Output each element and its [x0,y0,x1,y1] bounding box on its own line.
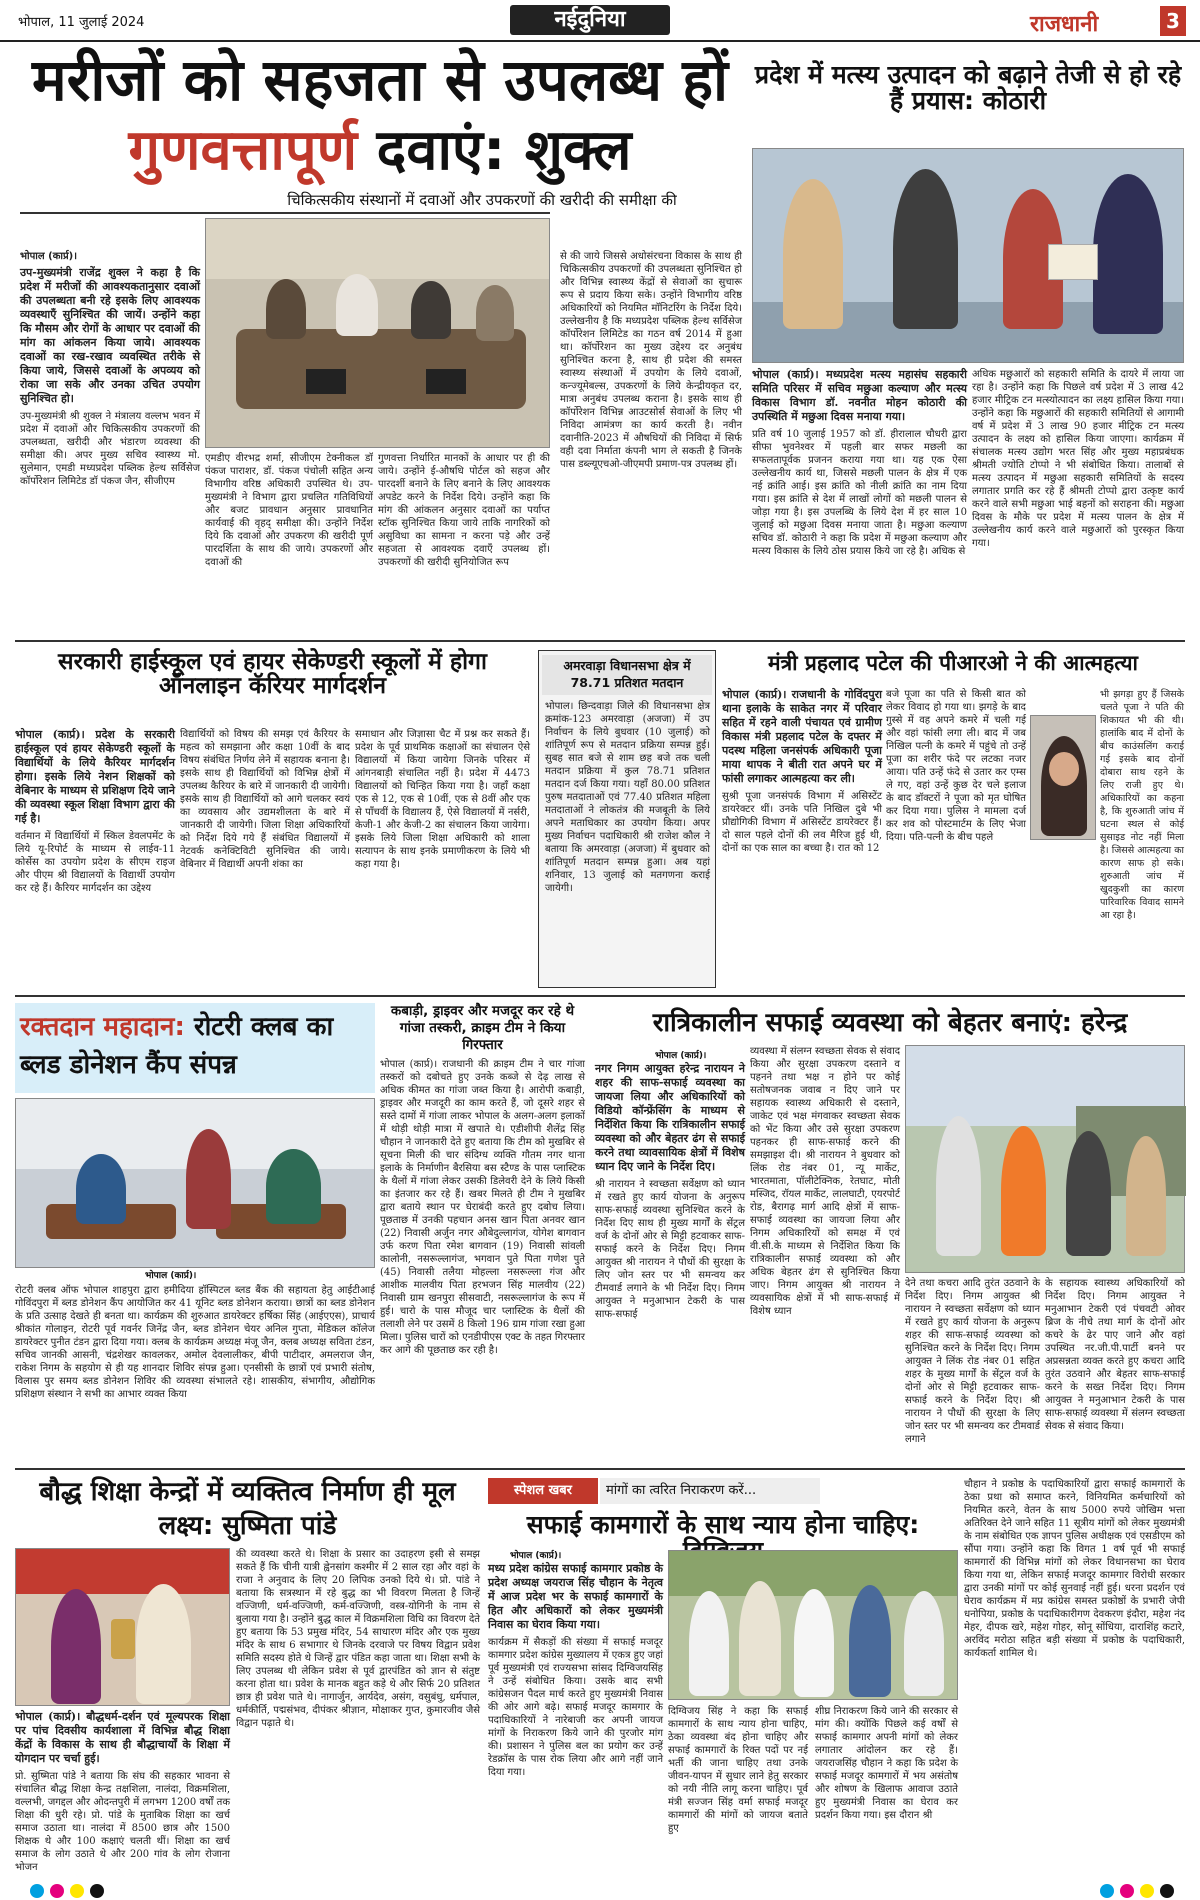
story9-col1 [15,1710,230,1880]
yellow-mark [70,1884,84,1898]
story2-caption: भोपाल (कार्प्र)। मध्यप्रदेश मत्स्य महासंघ सहकारी समिति परिसर में सचिव मछुआ कल्याण और मत्स्य विकास विभाग डॉ. नवनीत मोहन कोठारी की उपस्थिति में मछुआ दिवस मनाया गया। [752,368,967,423]
story1-col1 [20,250,200,620]
story3-headline: सरकारी हाईस्कूल एवं हायर सेकेण्डरी स्कूलों में होगा ऑनलाइन कॅरियर मार्गदर्शन [58,649,487,700]
story8-headline: रात्रिकालीन सफाई व्यवस्था को बेहतर बनाएं: हरेन्द्र [652,1008,1128,1038]
story1-col3: गुणवत्ता निर्धारित मानकों के आधार पर ही की जाये। उन्होंने ई-औषधि पोर्टल को सहज और पारदर्शी बनाने के लिए बनाने के लिए आवश्यक अपडेट करने के निर्देश दिये। उन्होंने कहा कि मांग की आंकलन अनुसार दवाओं का पर्याप्त स्टॉक सुनिश्चित किया जाये ताकि नागरिकों को असुविधा का सामना न करना पड़े और उन्हें सहजता से आवश्यक दवाएँ उपलब्ध हों। उपकरणों की खरीदी सुनियोजित रूप [378,453,550,568]
cyan-mark [1100,1884,1114,1898]
story10-headline: सफाई कामगारों के साथ न्याय होना चाहिए: [526,1510,920,1539]
section-name: राजधानी [1030,12,1099,37]
magenta-mark [50,1884,64,1898]
story8-col3: देने तथा कचरा आदि तुरंत उठवाने के निर्देश दिए। निगम आयुक्त श्री नारायन ने स्वच्छता सर्वेक्षण को ध्यान में रखते हुए कार्य योजना के अनुरूप शहर की साफ-सफाई व्यवस्था को सुनिश्चित करने के निर्देश दिए। निगम आयुक्त ने लिंक रोड नंबर 01 सहित शहर के मुख्य मार्गों के सेंट्रल वर्ज के दोनों ओर से मिट्टी हटवाकर साफ-सफाई करने के निर्देश दिए। श्री नारायन ने पौधों की सुरक्षा के लिए जोन स्तर पर भी समन्वय कर टीमवार्ड लगाने [905,1278,1040,1445]
story5-col1 [722,688,882,988]
story10-col2: दिग्विजय सिंह ने कहा कि सफाई कामगारों के साथ न्याय होना चाहिए, ठेका व्यवस्था बंद होना चाहिए और सफाई कामगारों के रिक्त पदों पर नई भर्ती की जाना चाहिए तथा उनके जीवन-यापन में सुधार लाने हेतु सरकार को नयी नीति लागू करना चाहिए। पूर्व मंत्री सज्जन सिंह वर्मा सफाई मजदूर कामगारों की मांगों को जायज बताते हुए [668,1706,808,1834]
story5-col3: भी झगड़ा हुए हैं जिसके चलते पूजा ने पति की शिकायत भी की थी। हालांकि बाद में दोनों के बीच काउंसलिंग कराई गई इसके बाद दोनों दोबारा साथ रहने के लिए राजी हुए थे। अधिकारियों का कहना है, कि शुरुआती जांच में घटना स्थल से कोई सुसाइड नोट नहीं मिला है। जिससे आत्महत्या का कारण साफ हो सके। शुरुआती जांच में खुदकुशी का कारण पारिवारिक विवाद सामने आ रहा है। [1100,689,1184,921]
story9-headline: बौद्ध शिक्षा केन्द्रों में व्यक्तित्व निर्माण ही मूल लक्ष्य: सुष्मिता पांडे [39,1477,456,1541]
story8-col2: व्यवस्था में संलग्न स्वच्छता सेवक से संवाद किया और सुरक्षा उपकरण दस्ताने व पहनने तथा भक्ष न होने पर कोई सतोषजनक जवाब न दिए जाने पर सहायक स्वास्थ्य अधिकारी से दस्ताने, जाकेट एवं भक्ष मंगवाकर स्वच्छता सेवक को भेंट किया और उसे सुरक्षा उपकरण पहनकर ही साफ-सफाई करने की समझाइश दी। श्री नारायन ने बुधवार को लिंक रोड नंबर 01, न्यू मार्केट, भारतमाता, पॉलीटेक्निक, रेतघाट, मोती मस्जिद, रॉयल मार्केट, लालघाटी, एयरपोर्ट रोड, बैरागढ़ मार्ग आदि क्षेत्रों में साफ-सफाई व्यवस्था का जायजा लिया और निगम अधिकारियों को समक्ष में एवं वी.सी.के माध्यम से निर्देशित किया कि रात्रिकालीन सफाई व्यवस्था को और अधिक बेहतर ढंग से सुनिश्चित किया जाए। निगम आयुक्त श्री नारायन ने व्यवसायिक क्षेत्रों में भी साफ-सफाई में विशेष ध्यान [750,1046,900,1317]
story1-headline-rest: दवाएं: शुक्ल [376,118,632,183]
story6-headline-red: रक्तदान महादान: [20,1012,185,1042]
story7-body: भोपाल (कार्प्र)। राजधानी की क्राइम टीम ने चार गांजा तस्करों को दबोचते हुए उनके कब्जे से देढ़ लाख से अधिक कीमत का गांजा जब्त किया है। आरोपी कबाड़ी, ड्राइवर और मजदूरी का काम करते हैं, जो दूसरे शहर से सस्ते दामों में गांजा लाकर भोपाल के अलग-अलग इलाकों में थोड़ी थोड़ी मात्रा में खपाते थे। एडीशीपी शैलेंद्र सिंह चौहान ने जानकारी देते हुए बताया कि टीम को मुखबिर से सूचना मिली की चार संदिग्ध व्यक्ति गौतम नगर थाना इलाके के निर्माणीन बैरसिया बस स्टैण्ड के पास प्लास्टिक के थैलों में गांजा लेकर उसकी डिलेवरी देने के लिये किसी का इंतजार कर रहे हैं। खबर मिलते ही टीम ने मुखबिर द्वारा बताये स्थान पर घेराबंदी करते हुए दबोच लिया। पूछताछ में उनकी पहचान अनस खान पिता अनवर खान (22) निवासी अर्जुन नगर औबेदुल्लागंज, योगेश बागवान उर्फ करण पिता रमेश बागवान (19) निवासी सांवली कालोनी, नसरूल्लागंज, भगवान पुते पिता गणेश पुते (45) निवासी तलैया मोहल्ला नसरूल्ला गंज और आशीक मालवीय पिता हरभजन सिंह मालवीय (22) निवासी ग्राम खनपुरा सीसवाटी, नसरूल्लागंज के रूप में हुई। चारो के पास मौजूद चार प्लास्टिक के थैलों की तलाशी लेने पर उसमें 8 किलो 196 ग्राम गांजा रखा हुआ मिला। पुलिस चारों को एनडीपीएस एक्ट के तहत गिरफ्तार कर आगे की पूछताछ कर रही है। [380,1059,585,1356]
story1-rule [20,212,550,214]
story5-headline: मंत्री प्रहलाद पटेल की पीआरओ ने की आत्महत्या [768,651,1138,675]
story1-col2: एमडीए वीरभद्र शर्मा, सीजीएम टेक्नीकल डॉ पंकज पाराशर, डॉ. पंकज पंचोली सहित अन्य विभागीय वरिष्ठ अधिकारी उपस्थित थे। उप-मुख्यमंत्री ने विभाग द्वारा प्रचलित गतिविधियों और बजट प्रावधान अनुसार प्रावधानित कार्यवाई की वृहद् समीक्षा की। उन्होंने निर्देश दिये कि दवाओं और उपकरण की खरीदी पूर्ण पारदर्शिता के साथ की जाये। उपकरणों और दवाओं की [205,453,373,568]
story5-portrait-photo [1030,715,1096,840]
story3-col2: विद्यार्थियों को विषय की समझ एवं कैरियर के महत्व को समझाना और कक्षा 10वीं के बाद विषय संबंधित निर्णय लेने में सहायक बनाना है। इसके साथ ही विद्यार्थियों को विभिन्न क्षेत्रों में उपलब्ध कैरियर के बारे में जानकारी दी जायेगी। इसके साथ ही विद्यार्थियों को आगे चलकर स्वयं का व्यवसाय और उद्यमशीलता के बारे में जानकारी दी जायेगी। जिला शिक्षा अधिकारियों को निर्देश दिये गये हैं संबंधित विद्यालयों में नेटवर्क कनेक्टिविटी सुनिश्चित की जाये। वेबिनार में विद्यार्थी अपनी शंका का [180,729,350,870]
dateline: भोपाल, 11 जुलाई 2024 [18,15,145,30]
story8-inspection-photo [905,1045,1185,1273]
magenta-mark [1120,1884,1134,1898]
story1-meeting-photo [205,218,550,448]
print-color-marks-left [30,1884,104,1898]
story10-lead: मध्य प्रदेश कांग्रेस सफाई कामगार प्रकोष्ठ के प्रदेश अध्यक्ष जयराज सिंह चौहान के नेतृत्व में आज प्रदेश भर के सफाई कामगारों के हित और अधिकारों को लेकर मुख्यमंत्री निवास का घेराव किया गया। [488,1562,663,1631]
story9-lead: भोपाल (कार्प्र)। बौद्धधर्म-दर्शन एवं मूल्यपरक शिक्षा पर पांच दिवसीय कार्यशाला में विभिन्न बौद्ध शिक्षा केंद्रों के विकास के साथ ही बौद्धाचार्यों के शिक्षा में योगदान पर चर्चा हुई। [15,1710,230,1765]
story6-headline [20,1008,370,1084]
story6-blood-donation-photo [15,1098,375,1268]
story1-para1: उप-मुख्यमंत्री श्री शुक्ल ने मंत्रालय वल्लभ भवन में प्रदेश में दवाओं और चिकित्सकीय उपकरणों की उपलब्धता, खरीदी और भंडारण व्यवस्था की समीक्षा की। अपर मुख्य सचिव स्वास्थ्य मो. सुलेमान, एमडी मध्यप्रदेश पब्लिक हेल्थ सर्विसेज कॉर्पोरेशन लिमिटेड डॉ पंकज जैन, सीजीएम [20,411,200,487]
story3-col3: समाधान और जिज्ञासा चैट में प्रश्न कर सकते हैं। प्रदेश के पूर्व प्राथमिक कक्षाओं का संचालन ऐसे विद्यालयों में किया जायेगा जिनके परिसर में आंगनबाड़ी संचालित नहीं है। प्रदेश में 4473 विद्यालयों को चिन्हित किया गया है। जहाँ कक्षा एक से 12, एक से 10वीं, एक से 8वीं और एक से पाँचवीं के विद्यालय हैं, ऐसे विद्यालयों में नर्सरी, केजी-1 और केजी-2 का संचालन किया जायेगा। इसके लिये जिला शिक्षा अधिकारी को शाला सत्यापन के साथ इनके प्रमाणीकरण के लिये भी कहा गया है। [355,729,530,870]
story1-col4: से की जाये जिससे अधोसंरचना विकास के साथ ही चिकित्सकीय उपकरणों की उपलब्धता सुनिश्चित हो और विभिन्न स्वास्थ्य केंद्रों से सेवाओं का सुचारू रूप से प्रदाय किया सके। उन्होंने विभागीय वरिष्ठ अधिकारियों को नियमित मॉनिटरिंग के निर्देश दिये। उल्लेखनीय है कि मध्यप्रदेश पब्लिक हेल्थ सर्विसेज कॉर्पोरेशन लिमिटेड का गठन वर्ष 2014 में हुआ था। कॉर्पोरेशन का मुख्य उद्देश्य दर अनुबंध सुनिश्चित करना है, साथ ही प्रदेश की समस्त स्वास्थ्य संस्थाओं में उपयोग के लिये दवाओं, कन्ज्यूमेबल्स, उपकरणों के लिये केन्द्रीयकृत दर, मात्रा अनुबंध उपलब्ध कराना है। इसके साथ ही कॉर्पोरेशन विभिन्न आउटसोर्स सेवाओं के लिए भी निविदा आमंत्रण का कार्य करती है। नवीन दवानीति-2023 में औषधियों की निविदा में सिर्फ वही दवा निर्माता कंपनी भाग ले सकती है जिनके पास डब्ल्यूएचओ-जीएमपी प्रमाण-पत्र उपलब्ध हों। [560,251,742,470]
print-color-marks-right [1100,1884,1174,1898]
story8-lead: नगर निगम आयुक्त हरेन्द्र नारायन ने शहर की साफ-सफाई व्यवस्था का जायजा लिया और अधिकारियों को विडियो कॉन्फ्रेंसिंग के माध्यम से निर्देशित किया कि रात्रिकालीन सफाई व्यवस्था को और बेहतर ढंग से सफाई करने तथा व्यावसायिक क्षेत्रों में विशेष ध्यान दिए जाने के निर्देश दिए। [595,1062,745,1173]
story5-para1: सुश्री पूजा जनसंपर्क विभाग में असिस्टेंट डायरेक्टर थीं। उनके पति निखिल दुबे भी प्रौद्योगिकी विभाग में असिस्टेंट डायरेक्टर हैं। दो साल पहले दोनों की लव मैरिज हुई थी, दोनों का एक साल का बच्चा है। रात को 12 [722,791,882,854]
story2-col1 [752,368,967,628]
story5-lead: भोपाल (कार्प्र)। राजधानी के गोविंदपुरा थाना इलाके के साकेत नगर में परिवार सहित में रहने वाली पंचायत एवं ग्रामीण विकास मंत्री प्रहलाद पटेल के दफ्तर में पदस्थ महिला जनसंपर्क अधिकारी पूजा माया थापक ने बीती रात अपने घर में फांसी लगाकर आत्महत्या कर ली। [722,688,882,785]
story8-para1: श्री नारायन ने स्वच्छता सर्वेक्षण को ध्यान में रखते हुए कार्य योजना के अनुरूप साफ-सफाई व्यवस्था सुनिश्चित करने के निर्देश दिए साथ ही मुख्य मार्गों के सेंट्रल वर्ज के दोनों ओर से मिट्टी हटवाकर साफ-सफाई करने के निर्देश दिए। निगम आयुक्त श्री नारायन ने पौधों की सुरक्षा के लिए जोन स्तर पर भी समन्वय कर टीमवार्ड लगाने के भी निर्देश दिए। निगम आयुक्त ने मनुआभान टेकरी के पास साफ-सफाई [595,1179,745,1320]
story2-col2: अधिक मछुआरों को सहकारी समिति के दायरे में लाया जा रहा है। उन्होंने कहा कि पिछले वर्ष प्रदेश में 3 लाख 42 हजार मीट्रिक टन मत्स्योत्पादन का लक्ष्य हासिल किया गया। उन्होंने कहा कि मछुआरों की सहकारी समितियों से आगामी वर्ष में प्रदेश में 3 लाख 90 हजार मीट्रिक टन मत्स्य उत्पादन के लक्ष्य को हासिल किया जाएगा। कार्यक्रम में संचालक मत्स्य उद्योग भरत सिंह और मुख्य महाप्रबंधक श्रीमती ज्योति टोप्पो ने भी संबोधित किया। तालाबों से मत्स्य उत्पादन में मछुआ सहकारी समितियों के सदस्य लगातार प्रगति कर रहे हैं श्रीमती टोप्पो द्वारा उत्कृष्ट कार्य करने वाले सभी मछुआ भाई बहनों को सराहना की। मछुआ दिवस के मौके पर प्रदेश में मत्स्य पालन के क्षेत्र में उल्लेखनीय कार्य करने वाले मछुआरों को पुरस्कृत किया गया। [972,369,1184,549]
story3-col1 [15,728,175,988]
special-news-label: स्पेशल खबर [488,1478,598,1504]
story8-col4: के सहायक स्वास्थ्य अधिकारियों को निर्देश दिए। निगम आयुक्त ने मनुआभान टेकरी एवं पंचवटी ओवर ब्रिज के नीचे तथा मार्ग के दोनों ओर कचरे के ढेर पाए जाने और वहां उपस्थित नर.जी.पी.पार्टी बनने पर अप्रसन्नता व्यक्त करते हुए कचरा आदि तुरंत उठवाने और बेहतर साफ-सफाई करने के सख्त निर्देश दिए। निगम आयुक्त ने मनुआभान टेकरी के पास साफ-सफाई व्यवस्था में संलग्न स्वच्छता सेवक से संवाद किया। [1045,1278,1185,1432]
story9-para1: प्रो. सुष्मिता पांडे ने बताया कि संघ की सहकार भावना से संचालित बौद्ध शिक्षा केन्द्र तक्षशिला, नालंदा, विक्रमशिला, वल्लभी, जगद्दल और ओदन्तपुरी में लगभग 1200 वर्षों तक शिक्षा की धुरी रहे। प्रो. पांडे के मुताबिक शिक्षा का खर्च समाज उठाता था। नालंदा में 8500 छात्र और 1500 शिक्षक थे और 100 कक्षाएं चलती थीं। शिक्षा का खर्च समाज के लोग उठाते थे और 200 गांव के लोग रोजाना भोजन [15,1771,230,1873]
black-mark [1160,1884,1174,1898]
masthead-logo: नईदुनिया [510,5,670,35]
story6-headline-rest: रोटरी क्लब का ब्लड डोनेशन कैंप संपन्न [20,1012,334,1080]
story10-col4: चौहान ने प्रकोष्ठ के पदाधिकारियों द्वारा सफाई कामगारों के ठेका प्रथा को समाप्त करने, विनियमित कर्मचारियों को नियमित करने, वेतन के साथ 5000 रुपये जोखिम भत्ता अतिरिक्त देने जाने सहित 11 सूत्रीय मांगों को लेकर मुख्यमंत्री के नाम संबोधित एक ज्ञापन पुलिस अधीक्षक एवं एसडीएम को सौंपा गया। उन्होंने कहा कि विगत 1 वर्ष पूर्व भी सफाई कामगारों की विभिन्न मांगों को लेकर विधानसभा का घेराव किया गया था, लेकिन सफाई मजदूर कामगार विरोधी सरकार द्वारा उनकी मांगों पर कोई सुनवाई नहीं हुई। धरना प्रदर्शन एवं घेराव कार्यक्रम में मप्र कांग्रेस समस्त प्रकोष्ठों के प्रभारी जेपी धनोपिया, प्रकोष्ठ के पदाधिकारीगण देवकरण इंदौरा, महेश नंद मेहर, दीपक खरे, महेश गोहर, सोनू सोंधिया, दाराशिंह कटारे, अरविंद मरोठा सहित बड़ी संख्या में प्रकोष्ठ के पदाधिकारी, कार्यकर्ता शामिल थे। [964,1479,1185,1659]
story1-lead: उप-मुख्यमंत्री राजेंद्र शुक्ल ने कहा है कि प्रदेश में मरीजों की आवश्यकतानुसार दवाओं की उपलब्धता बनी रहे इसके लिए आवश्यक व्यवस्थाएँ सुनिश्चित की जायें। उन्होंने कहा कि मौसम और रोगों के आधार पर दवाओं की मांग का आंकलन किया जाये। आवश्यक दवाओं का रख-रखाव व्यवस्थित तरीके से किया जाये, जिससे दवाओं के अपव्यय को रोका जा सके और उनका उचित उपयोग सुनिश्चित हो। [20,266,200,405]
story6-byline: भोपाल (कार्प्र)। [145,1271,197,1281]
story2-headline: प्रदेश में मत्स्य उत्पादन को बढ़ाने तेजी से हो रहे हैं प्रयास: कोठारी [754,60,1182,116]
row-divider-2 [15,995,1185,997]
story1-deck: चिकित्सकीय संस्थानों में दवाओं और उपकरणों की खरीदी की समीक्षा की [287,191,677,209]
story2-award-photo [752,148,1184,363]
story10-col3: शीघ्र निराकरण किये जाने की सरकार से मांग की। क्योंकि पिछले कई वर्षों से सफाई कामगार अपनी मांगों को लेकर लगातार आंदोलन कर रहे हैं। जयराजसिंह चौहान ने कहा कि प्रदेश के सफाई मजदूर कामगारों में भय असंतोष और शोषण के खिलाफ आवाज उठाते हुए मुख्यमंत्री निवास का घेराव कर प्रदर्शन किया गया। इस दौरान श्री [815,1706,958,1821]
story10-para1: कार्यक्रम में सैकड़ों की संख्या में सफाई मजदूर कामगार प्रदेश कांग्रेस मुख्यालय में एकत्र हुए जहां पूर्व मुख्यमंत्री एवं राज्यसभा सांसद दिग्विजयसिंह ने उन्हें संबोधित किया। उसके बाद सभी कांग्रेसजन पैदल मार्च करते हुए मुख्यमंत्री निवास की ओर आगे बढ़े। सफाई मजदूर कामगार के पदाधिकारियों ने नारेबाजी कर अपनी जायज मांगों के निराकरण किये जाने की पुरजोर मांग की। प्रशासन ने पुलिस बल का प्रयोग कर उन्हें रेडक्रॉस के पास रोक लिया और आगे नहीं जाने दिया गया। [488,1637,663,1778]
story6-body: रोटरी क्लब ऑफ भोपाल शाहपुरा द्वारा हमीदिया हॉस्पिटल ब्लड बैंक की सहायता हेतु आईटीआई गोविंदपुरा में ब्लड डोनेशन कैंप आयोजित कर 41 यूनिट ब्लड डोनेशन कराया। छात्रों का ब्लड डोनेशन के प्रति उत्साह देखते ही बनता था। कार्यक्रम की शुरुआत डायरेक्टर हर्षिका सिंह (आईएएस), प्राचार्य श्रीकांत गोलाइन, रोटरी पूर्व गवर्नर जिनेंद्र जैन, ब्लड डोनेशन चेयर अनिल गुप्ता, मेडिकल कॉलेज डायरेक्टर पुनीत टंडन द्वारा दिया गया। क्लब के कार्यक्रम अध्यक्ष मंजू जैन, क्लब अध्यक्ष सविता टंडन, सचिव जानकी आसनी, चंद्रशेखर कावलकर, अमोल देवलालीकर, बीपी पाटीदार, अमलराज जैन, राकेश निगम के सहयोग से ही यह शानदार शिविर संपन्न हुआ। एनसीसी के छात्रों एवं प्रभारी संतोष, विलास पुर समय ब्लड डोनेशन शिविर की व्यवस्था संभालते रहे। शासकीय, संभागीय, औद्योगिक प्रशिक्षण संस्थान ने सभी का आभार व्यक्त किया [15,1285,375,1400]
story3-para1: वर्तमान में विद्यार्थियों में स्किल डेवलपमेंट के लिये यू-रिपोर्ट के माध्यम से लाईव-11 कोर्सेस का उपयोग प्रदेश के सीएम राइज और पीएम श्री विद्यालयों के विद्यार्थी उपयोग कर रहे हैं। कैरियर मार्गदर्शन का उद्देश्य [15,831,175,894]
story7-headline: कबाड़ी, ड्राइवर और मजदूर कर रहे थे गांजा तस्करी, क्राइम टीम ने किया गिरफ्तार [390,1003,575,1053]
story1-byline: भोपाल (कार्प्र)। [20,251,78,262]
black-mark [90,1884,104,1898]
row-divider-3 [15,1468,1185,1470]
yellow-mark [1140,1884,1154,1898]
story4-body: भोपाल। छिन्दवाड़ा जिले की विधानसभा क्षेत्र क्रमांक-123 अमरवाड़ा (अजजा) में उप निर्वाचन के लिये बुधवार (10 जुलाई) को शांतिपूर्ण रूप से मतदान प्रक्रिया सम्पन्न हुई। सुबह सात बजे से शाम छह बजे तक चली मतदान प्रक्रिया में कुल 78.71 प्रतिशत मतदान दर्ज किया गया। यहाँ 80.00 प्रतिशत पुरुष मतदाताओं एवं 77.40 प्रतिशत महिला मतदाताओं ने लोकतंत्र की मजबूती के लिये अपने मताधिकार का उपयोग किया। अपर मुख्य निर्वाचन पदाधिकारी श्री राजेश कौल ने बताया कि अमरवाड़ा (अजजा) में बुधवार को शांतिपूर्ण मतदान सम्पन्न हुआ। अब यहां शनिवार, 13 जुलाई को मतगणना कराई जायेगी। [545,701,710,894]
story1-headline-line2 [30,118,730,183]
story9-event-photo [15,1548,230,1706]
story5-col2: बजे पूजा का पति से किसी बात को लेकर विवाद हो गया था। झगड़े के बाद गुस्से में वह अपने कमरे में चली गई और वहां फांसी लगा ली। बाद में जब निखिल पत्नी के कमरे में पहुंचे तो उन्हें पूजा का शरीर फंदे पर लटका नजर आया। पति उन्हें फंदे से उतार कर एम्स ले गए, वहां उन्हें कुछ देर चले इलाज के बाद डॉक्टरों ने पूजा को मृत घोषित कर दिया गया। पुलिस ने मामला दर्ज कर शव को पोस्टमार्टम के लिए भेजा दिया। पति-पत्नी के बीच पहले [886,689,1026,843]
story10-kicker: मांगों का त्वरित निराकरण करें... [600,1478,820,1504]
story3-lead: भोपाल (कार्प्र)। प्रदेश के सरकारी हाईस्कूल एवं हायर सेकेण्डरी स्कूलों के विद्यार्थियों के लिये कैरियर मार्गदर्शन होगा। इसके लिये नेशन शिक्षकों को वेबिनार के माध्यम से प्रशिक्षण दिये जाने की व्यवस्था स्कूल शिक्षा विभाग द्वारा की गई है। [15,728,175,825]
story9-col2: की व्यवस्था करते थे। शिक्षा के प्रसार का उदाहरण इसी से समझ सकते हैं कि चीनी यात्री ह्वेनसांग कश्मीर में 2 साल रहा और वहां के राजा ने अनुवाद के लिए 20 लिपिक उनको दिये थे। प्रो. पांडे ने बताया कि सत्रस्थान में रहे बुद्ध का भी विवरण मिलता है जिन्हें वज्जिणी, धर्म-वज्जिणी, कर्म-वज्जिणी, वस्त्र-योगिनी के नाम से बुलाया गया है। उन्होंने बुद्ध काल में विक्रमशिला विधि का विवरण देते हुए बताया कि 53 प्रमुख मंदिर, 54 साधारण मंदिर और एक मुख्य मंदिर के साथ 6 सभागार थे जिनके दरवाजे पर विषय विद्वान प्रवेश समिति सदस्य होते थे जिन्हें द्वार पंडित कहा जाता था। शिक्षा सभी के लिए उपलब्ध थी लेकिन प्रवेश से पूर्व द्वारपंडित को ज्ञान से संतुष्ट करना होता था। प्रवेश के मानक बहुत कड़े थे और सिर्फ 20 प्रतिशत छात्र ही प्रवेश पाते थे। नागार्जुन, आर्यदेव, असंग, वसुबंधु, धर्मपाल, धर्मकीर्ति, पद्मसंभव, दीपंकर श्रीज्ञान, मोक्षाकर गुप्त, कुमारजीव जैसे विद्वान पढ़ाते थे। [236,1549,480,1729]
story10-col1 [488,1562,663,1880]
page-number: 3 [1160,6,1186,36]
story4-headline: अमरवाड़ा विधानसभा क्षेत्र में 78.71 प्रतिशत मतदान [542,655,712,695]
story10-byline: भोपाल (कार्प्र)। [510,1551,562,1561]
story10-protest-photo [668,1550,958,1700]
cyan-mark [30,1884,44,1898]
story1-headline-red: गुणवत्तापूर्ण [128,118,358,183]
story1-headline-line1: मरीजों को सहजता से उपलब्ध हों [31,46,729,114]
row-divider-1 [15,640,1185,642]
story8-col1 [595,1062,745,1460]
story2-para1: प्रति वर्ष 10 जुलाई 1957 को डॉ. हीरालाल चौधरी द्वारा सीफा भुवनेश्वर में पहली बार सफर मछली का सफलतापूर्वक प्रजनन कराया गया था। यह एक ऐसा उल्लेखनीय कार्य था, जिससे मछली पालन के क्षेत्र में एक नई क्रांति आई। इस क्रांति को नीली क्रांति का नाम दिया गया। इस क्रांति से देश में लाखों लोगों को मछली पालन से जोड़ा गया है। इस उपलब्धि के लिये देश में हर साल 10 जुलाई को मछुआ दिवस मनाया जाता है। मछुआ कल्याण सचिव डॉ. कोठारी ने कहा कि प्रदेश में मछुआ कल्याण और मत्स्य विकास के लिये ठोस प्रयास किये जा रहे है। अधिक से [752,429,967,557]
story8-byline: भोपाल (कार्प्र)। [655,1051,707,1061]
